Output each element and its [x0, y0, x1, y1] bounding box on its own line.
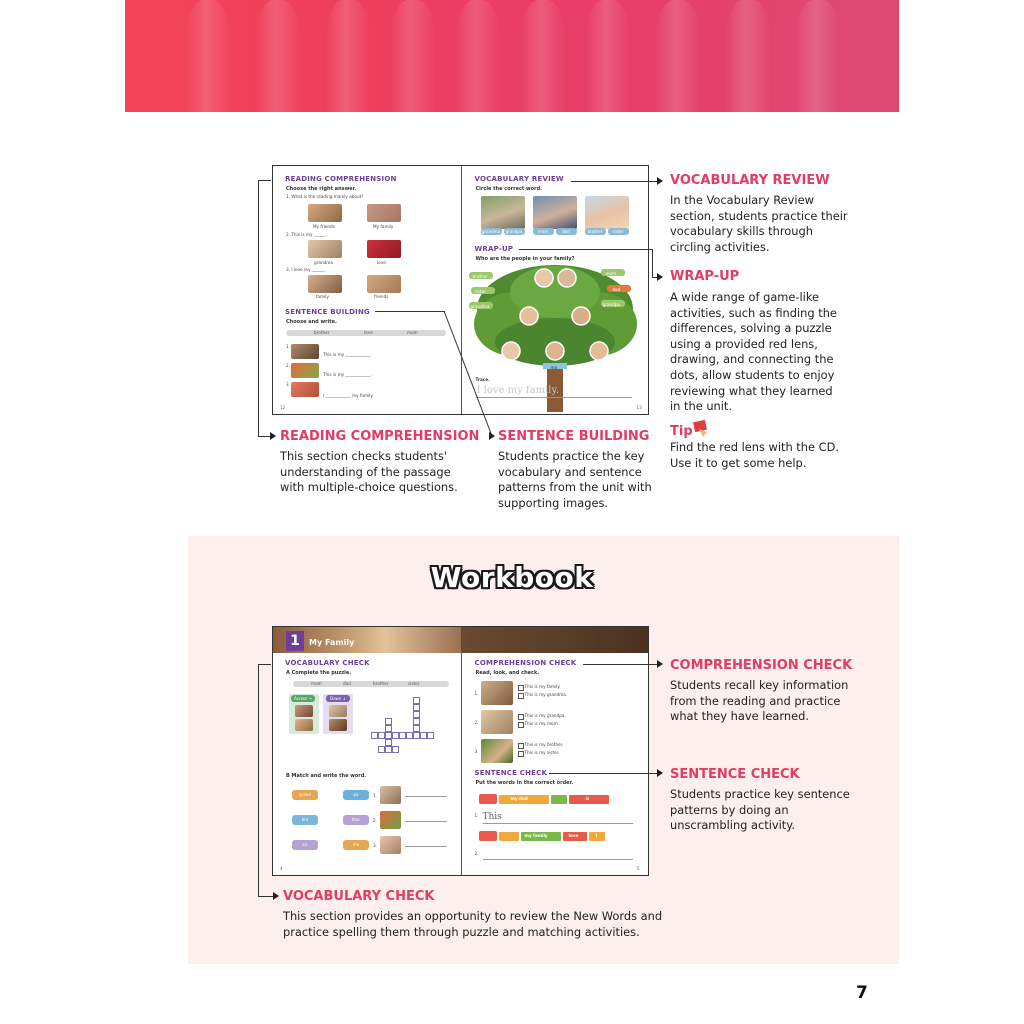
page-number: 7: [856, 983, 868, 1003]
arrow-icon: [657, 769, 663, 777]
trace-word: This: [482, 812, 502, 822]
reading-comprehension-heading: READING COMPREHENSION: [285, 175, 397, 183]
tree-label: dad: [612, 287, 621, 292]
train-word: my family: [524, 833, 548, 838]
siblings-photo: [585, 196, 629, 229]
question-3: 3. I love my ______.: [286, 267, 326, 272]
student-book-left-page: READING COMPREHENSION Choose the right answer. 1. What is the reading mainly about? My friends My family 2. This is my ______. grandma love 3. I love my ______. family friends SENTENCE BUILDING Choose and write. brother love mom 1. This is my ____________. 2. This is my ____________. 3. I ____________ my family. 12: [273, 166, 462, 414]
trace-text: I love my family.: [476, 385, 559, 396]
word-piece: pa: [343, 790, 369, 800]
comprehension-check-callout-text: Students recall key information from the reading and practice what they have learned.: [670, 678, 849, 724]
tree-label: me: [550, 365, 558, 370]
question-1: 1. What is the reading mainly about?: [286, 194, 364, 199]
comprehension-check-callout-title: COMPREHENSION CHECK: [670, 658, 853, 673]
reading-instruction: Choose the right answer.: [286, 186, 357, 192]
word-bank-item: brother: [373, 681, 389, 686]
grandparents-photo: [481, 196, 525, 229]
family-photo: [367, 204, 401, 222]
sentence-check-instruction: Put the words in the correct order.: [475, 780, 574, 786]
comp-option: This is my family.: [524, 684, 561, 689]
word-piece: ther: [343, 815, 369, 825]
match-photo: [380, 836, 401, 854]
unit-number: 1: [286, 631, 304, 651]
sentence-photo-2: [291, 363, 319, 378]
word-bank-item: sister: [408, 681, 420, 686]
checkbox[interactable]: [518, 743, 524, 749]
word-piece: grand: [292, 790, 318, 800]
arrow-icon: [657, 177, 663, 185]
arrow-icon: [273, 892, 279, 900]
train-car: [499, 832, 519, 841]
vocabulary-review-callout-title: VOCABULARY REVIEW: [670, 173, 830, 188]
wrap-up-callout-title: WRAP-UP: [670, 269, 740, 284]
tree-label: sister: [474, 289, 486, 294]
q2-option-b: love: [377, 260, 386, 265]
vocabulary-check-callout-text: This section provides an opportunity to review the New Words and practice spelling them through puzzle and matching activities.: [283, 909, 663, 939]
comp-instruction: Read, look, and check.: [475, 670, 540, 676]
arrow-icon: [489, 432, 495, 440]
match-number: 2.: [373, 818, 377, 823]
tree-label: grandma: [470, 304, 490, 309]
tree-label: grandpa: [602, 302, 620, 307]
comp-option: This is my sister.: [524, 750, 560, 755]
tip-text: Find the red lens with the CD. Use it to get some help.: [670, 440, 839, 470]
checkbox[interactable]: [518, 751, 524, 757]
page-number-left: 12: [280, 405, 286, 410]
page-number-right: 13: [636, 405, 642, 410]
vocabulary-check-heading: VOCABULARY CHECK: [285, 659, 370, 667]
comp-option: This is my mom.: [524, 721, 560, 726]
word-bank-item: dad: [343, 681, 351, 686]
sentence-1: This is my ____________.: [323, 352, 372, 357]
grandma-photo: [308, 240, 342, 258]
trace-label: Trace.: [475, 377, 490, 382]
clue-photo: [329, 719, 347, 731]
love-photo: [367, 240, 401, 258]
comp-photo-2: [481, 710, 513, 734]
across-label: Across →: [291, 695, 315, 702]
comprehension-check-heading: COMPREHENSION CHECK: [474, 659, 577, 667]
word-bank-item: love: [364, 330, 373, 335]
down-label: Down ↓: [326, 695, 350, 702]
train-word: love: [568, 833, 579, 838]
workbook-right-page: COMPREHENSION CHECK Read, look, and check. 1. This is my family. This is my grandma. 2. This is my grandpa. This is my mom. 3. This is my brother. This is my sister. SENTENCE CHECK Put the words in the correct order. my dad is 1. This my family love I 2. 5: [474, 659, 640, 871]
train-engine: [479, 831, 497, 841]
vocab-word: mom: [533, 228, 554, 235]
clue-photo: [329, 705, 347, 717]
q2-option-a: grandma: [314, 260, 333, 265]
checkbox[interactable]: [518, 714, 524, 720]
word-piece: bro: [292, 815, 318, 825]
unit-title: My Family: [309, 638, 355, 647]
word-piece: sis: [292, 840, 318, 850]
tree-label: brother: [472, 274, 488, 279]
sentence-building-callout-text: Students practice the key vocabulary and sentence patterns from the unit with supporting images.: [498, 449, 652, 510]
word-bank-item: brother: [314, 330, 330, 335]
q3-option-a: family: [316, 294, 329, 299]
word-bank-item: mom: [311, 681, 322, 686]
q1-option-a: My friends: [313, 224, 335, 229]
checkbox[interactable]: [518, 685, 524, 691]
wrap-up-callout-text: A wide range of game-like activities, such as finding the differences, solving a puzzle using a provided red lens, drawing, and connecting the dots, allow students to enjoy reviewing what they learned in the unit.: [670, 290, 837, 414]
part-b-instruction: B Match and write the word.: [286, 773, 367, 779]
tip-title: Tip: [670, 424, 693, 439]
workbook-heading: Workbook: [430, 561, 594, 594]
question-2: 2. This is my ______.: [286, 232, 328, 237]
vocabulary-check-callout-title: VOCABULARY CHECK: [283, 889, 435, 904]
comp-option: This is my grandma.: [524, 692, 568, 697]
clue-photo: [295, 705, 313, 717]
page-number-left: 4: [280, 866, 283, 871]
wrap-up-instruction: Who are the people in your family?: [475, 256, 575, 262]
comp-option: This is my grandpa.: [524, 713, 566, 718]
vocab-word: dad: [556, 228, 577, 235]
vocabulary-review-callout-text: In the Vocabulary Review section, students practice their vocabulary skills through circling activities.: [670, 193, 848, 254]
match-photo: [380, 786, 401, 804]
q1-option-b: My family: [373, 224, 394, 229]
page-number-right: 5: [636, 866, 640, 871]
vocab-instruction: Circle the correct word.: [475, 186, 543, 192]
sentence-building-callout-title: SENTENCE BUILDING: [498, 429, 650, 444]
word-piece: ma: [343, 840, 369, 850]
wrap-up-heading: WRAP-UP: [474, 245, 514, 253]
train-word: is: [585, 796, 590, 801]
arrow-icon: [657, 273, 663, 281]
word-bank-item: mom: [407, 330, 418, 335]
match-number: 3.: [373, 843, 377, 848]
clue-photo: [295, 719, 313, 731]
sentence-building-heading: SENTENCE BUILDING: [285, 308, 370, 316]
vocab-word: sister: [608, 228, 629, 235]
workbook-left-page: [273, 653, 462, 875]
part-a-instruction: A Complete the puzzle.: [286, 670, 352, 676]
train-engine: [479, 794, 497, 804]
arrow-icon: [270, 432, 276, 440]
match-number: 1.: [373, 793, 377, 798]
sentence-check-heading: SENTENCE CHECK: [474, 769, 548, 777]
checkbox[interactable]: [518, 722, 524, 728]
unit-banner-photo-right: [461, 627, 649, 653]
vocab-word: brother: [585, 228, 606, 235]
sentence-2: This is my ____________.: [323, 372, 372, 377]
reading-comprehension-callout-title: READING COMPREHENSION: [280, 429, 480, 444]
vocab-word: grandpa: [504, 228, 525, 235]
comp-photo-1: [481, 681, 513, 705]
tree-label: mom: [605, 271, 617, 276]
sentence-check-callout-title: SENTENCE CHECK: [670, 767, 800, 782]
vocab-word: grandma: [481, 229, 501, 234]
sentence-check-callout-text: Students practice key sentence patterns by doing an unscrambling activity.: [670, 787, 850, 833]
friends-photo: [308, 204, 342, 222]
train-word: I: [595, 833, 598, 838]
comp-option: This is my brother.: [524, 742, 564, 747]
family-photo-2: [308, 275, 342, 293]
red-lens-icon: [693, 420, 711, 438]
reading-comprehension-callout-text: This section checks students' understanding of the passage with multiple-choice questions.: [280, 449, 458, 495]
comp-photo-3: [481, 739, 513, 763]
match-photo: [380, 811, 401, 829]
sentence-instruction: Choose and write.: [286, 319, 337, 325]
q3-option-b: friends: [374, 294, 389, 299]
train-word: my dad: [510, 796, 528, 801]
header-banner-photo: [125, 0, 899, 112]
parents-photo: [533, 196, 577, 229]
train-car: [551, 795, 567, 804]
sentence-photo-3: [291, 382, 319, 397]
friends-photo-2: [367, 275, 401, 293]
sentence-3: I ____________ my family.: [323, 393, 374, 398]
arrow-icon: [657, 660, 663, 668]
vocabulary-review-heading: VOCABULARY REVIEW: [474, 175, 564, 183]
sentence-photo-1: [291, 344, 319, 359]
checkbox[interactable]: [518, 693, 524, 699]
